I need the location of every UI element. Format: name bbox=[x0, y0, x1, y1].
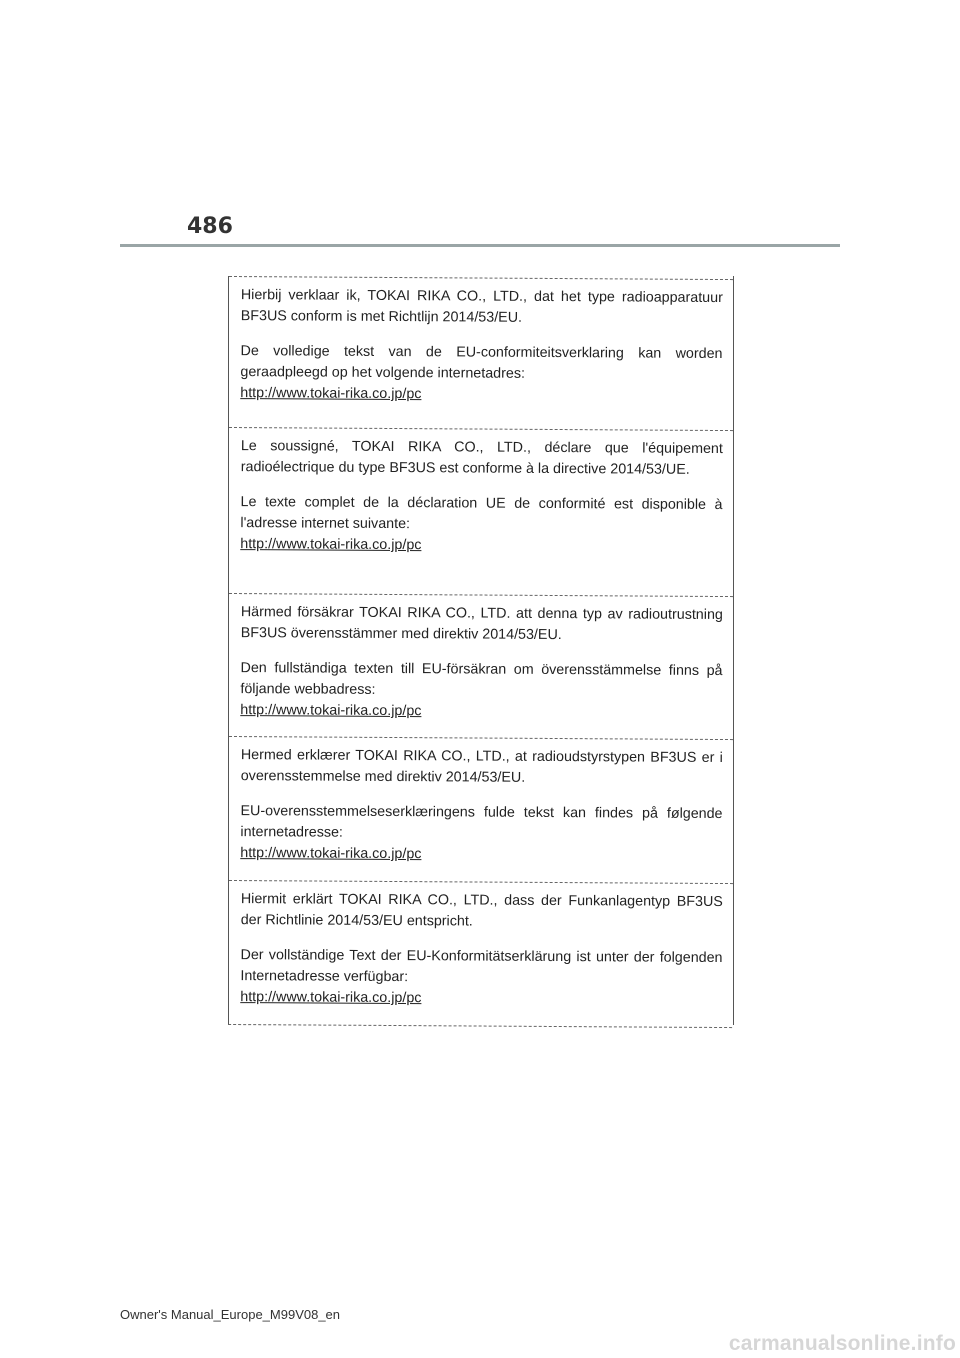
declaration-section-sv bbox=[228, 593, 733, 739]
declaration-fulltext bbox=[240, 945, 722, 1011]
declaration-url-link[interactable]: http://www.tokai-rika.co.jp/pc bbox=[240, 385, 422, 403]
page-number: 486 bbox=[187, 214, 233, 239]
declaration-section-nl bbox=[228, 276, 733, 430]
declaration-fulltext-text: Le texte complet de la déclaration UE de conformité est disponible à l'adresse internet suivante: bbox=[240, 494, 723, 533]
declaration-url-link[interactable]: http://www.tokai-rika.co.jp/pc bbox=[240, 989, 422, 1007]
declaration-statement: Hermed erklærer TOKAI RIKA CO., LTD., at radioudstyrstypen BF3US er i overensstemmelse med direktiv 2014/53/EU. bbox=[240, 747, 723, 786]
declaration-box bbox=[228, 276, 734, 1025]
declaration-section-fr bbox=[228, 427, 733, 596]
declaration-section-de bbox=[228, 880, 733, 1028]
declaration-url-link[interactable]: http://www.tokai-rika.co.jp/pc bbox=[240, 536, 422, 554]
declaration-section-da bbox=[228, 736, 733, 883]
declaration-fulltext-text: Den fullständiga texten till EU-försäkran om överensstämmelse finns på följande webbadress: bbox=[240, 660, 723, 698]
declaration-statement: Le soussigné, TOKAI RIKA CO., LTD., déclare que l'équipement radioélectrique du type BF3US est conforme à la directive 2014/53/UE. bbox=[240, 438, 723, 478]
declaration-fulltext bbox=[240, 801, 722, 867]
declaration-fulltext bbox=[240, 658, 722, 724]
declaration-url-link[interactable]: http://www.tokai-rika.co.jp/pc bbox=[240, 845, 422, 863]
declaration-fulltext-text: EU-overensstemmelseserklæringens fulde tekst kan findes på følgende internetadresse: bbox=[240, 803, 723, 841]
declaration-fulltext bbox=[240, 492, 722, 558]
declaration-statement: Hierbij verklaar ik, TOKAI RIKA CO., LTD., dat het type radioapparatuur BF3US conform is met Richtlijn 2014/53/EU. bbox=[240, 287, 723, 326]
declaration-statement: Härmed försäkrar TOKAI RIKA CO., LTD. att denna typ av radioutrustning BF3US överensstämmer med direktiv 2014/53/EU. bbox=[240, 604, 723, 644]
declaration-url-link[interactable]: http://www.tokai-rika.co.jp/pc bbox=[240, 702, 422, 720]
declaration-fulltext bbox=[240, 341, 722, 407]
header-rule bbox=[120, 244, 840, 247]
watermark: carmanualsonline.info bbox=[728, 1332, 956, 1355]
declaration-statement: Hiermit erklärt TOKAI RIKA CO., LTD., dass der Funkanlagentyp BF3US der Richtlinie 2014/53/EU entspricht. bbox=[240, 891, 723, 930]
footer-manual-id: Owner's Manual_Europe_M99V08_en bbox=[120, 1307, 341, 1322]
declaration-fulltext-text: De volledige tekst van de EU-conformiteitsverklaring kan worden geraadpleegd op het volgende internetadres: bbox=[240, 343, 723, 382]
declaration-fulltext-text: Der vollständige Text der EU-Konformitätserklärung ist unter der folgenden Internetadresse verfügbar: bbox=[240, 947, 723, 986]
